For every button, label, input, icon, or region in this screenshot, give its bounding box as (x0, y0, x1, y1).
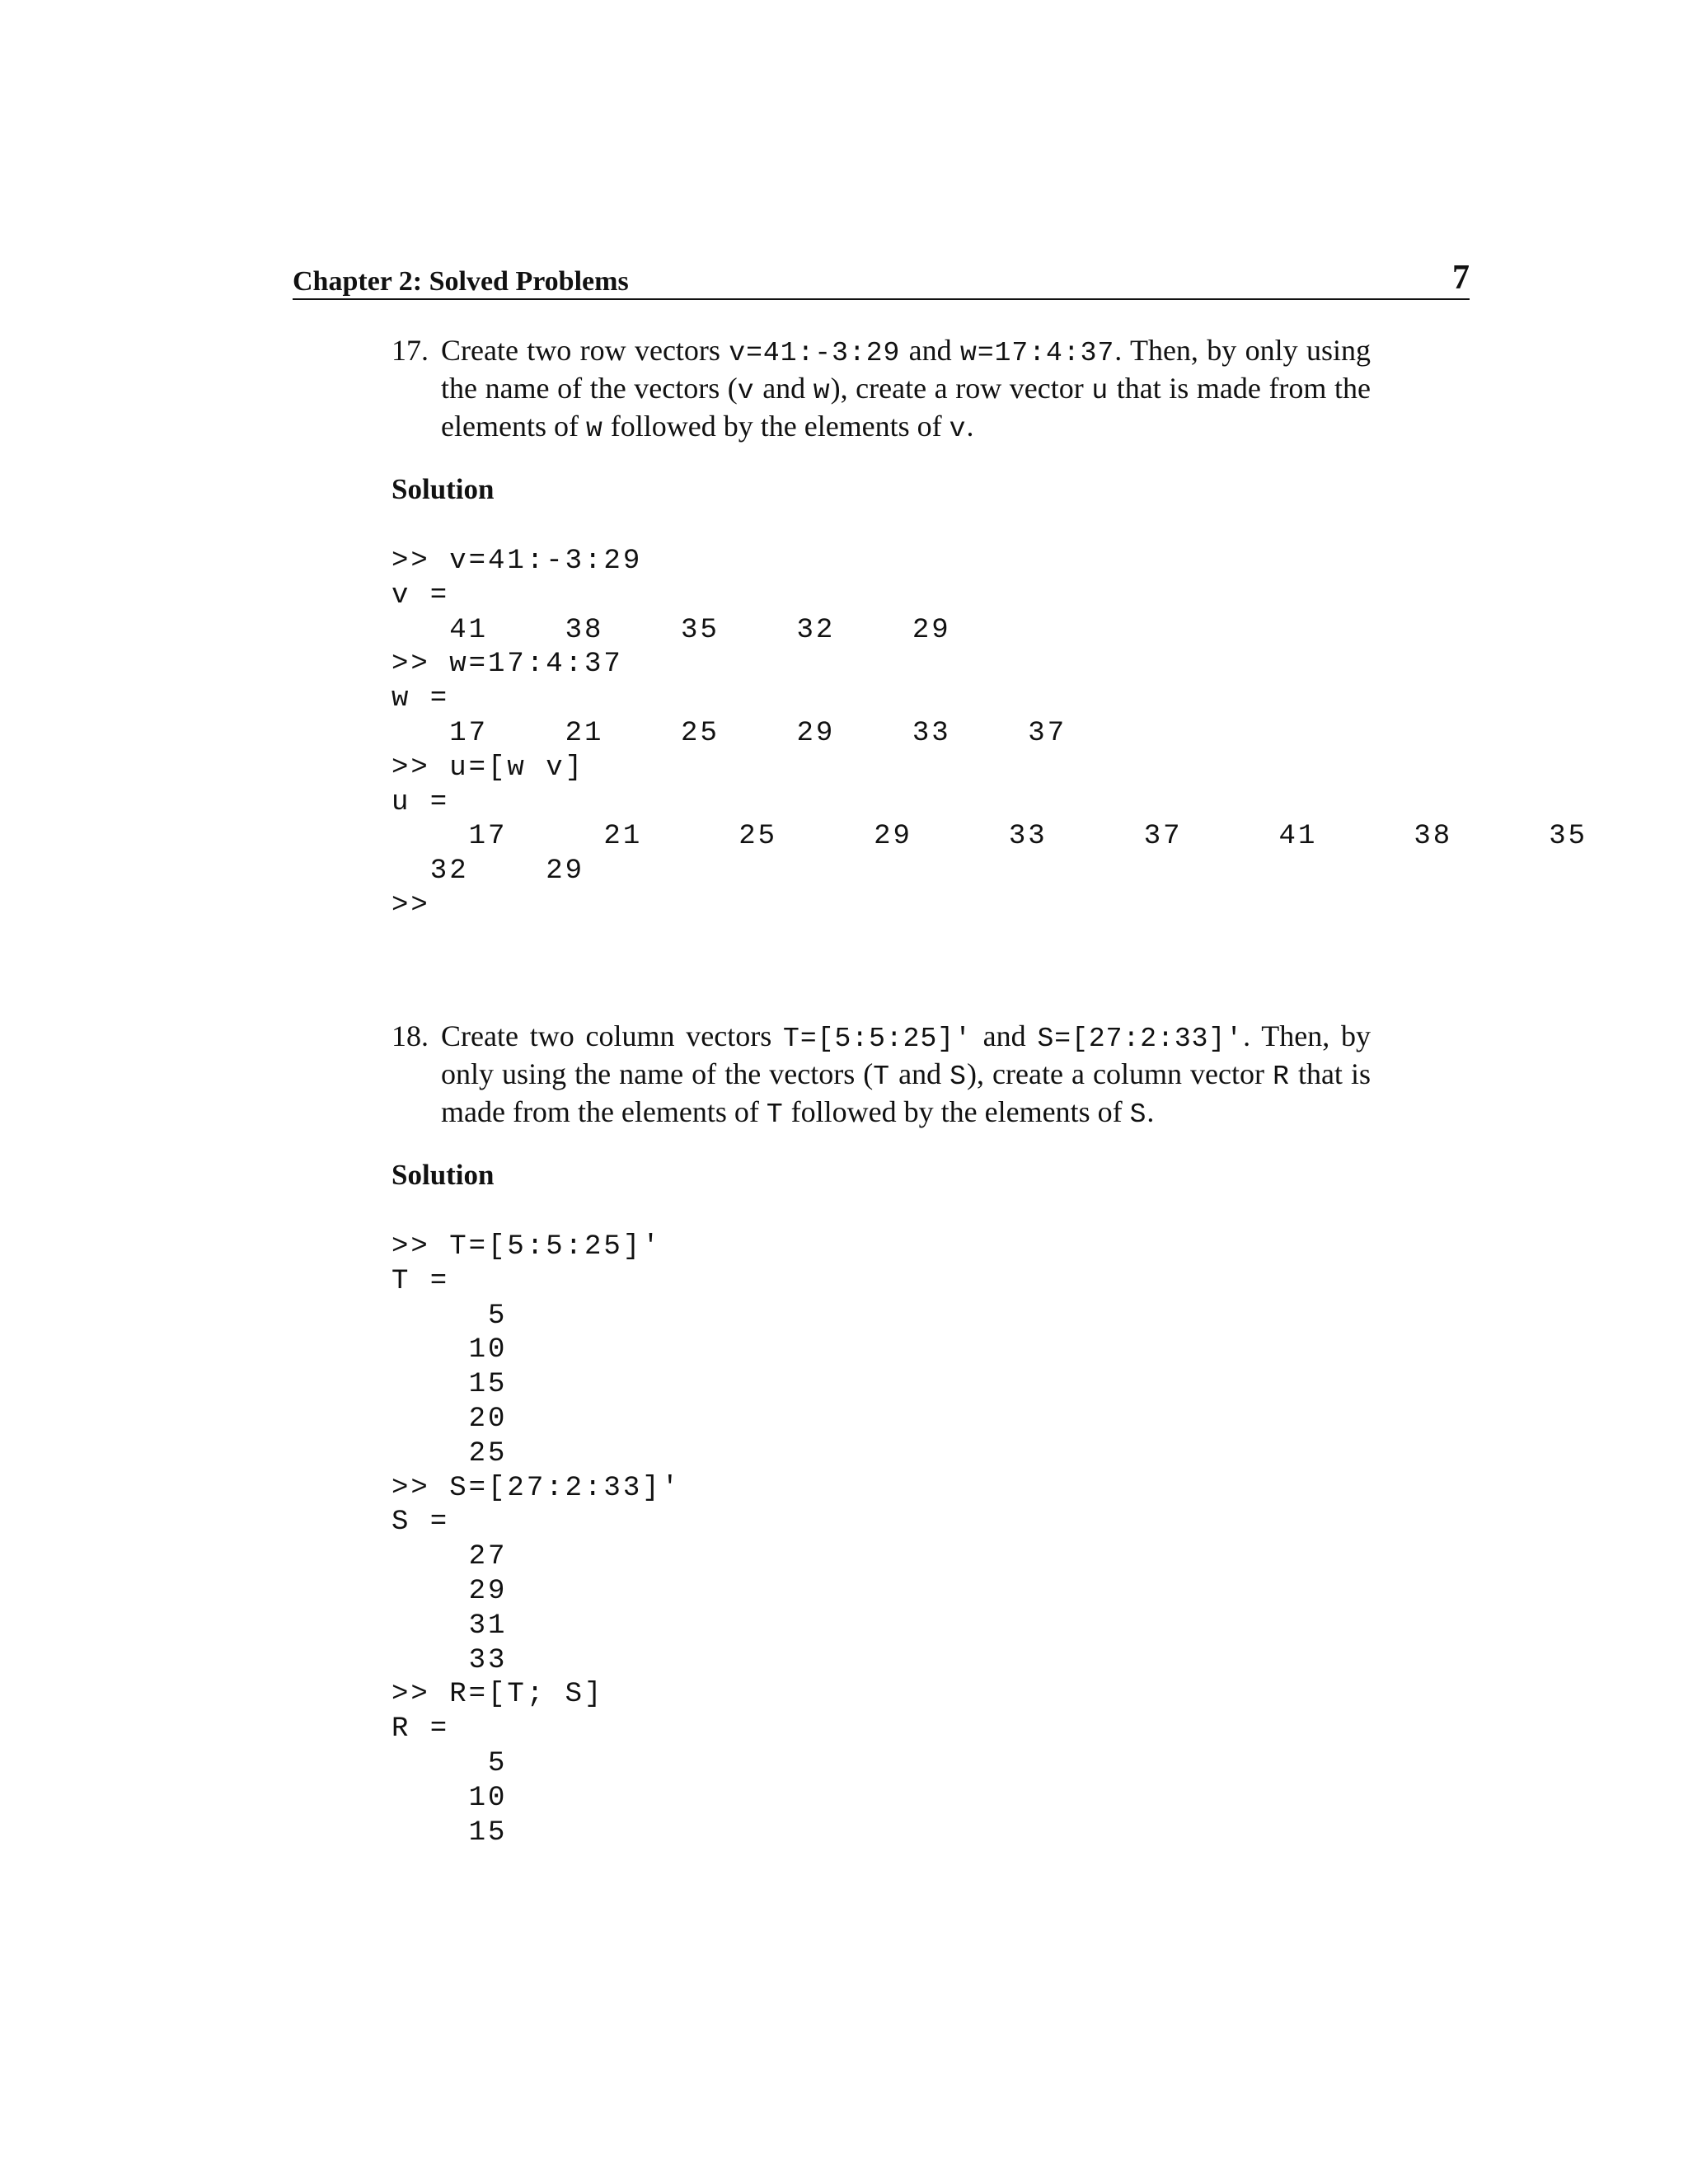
code-v-definition: v=41:-3:29 (729, 338, 901, 368)
text-segment: . (1146, 1095, 1155, 1128)
text-segment: that is made from the elements of (441, 1057, 1371, 1128)
console-line: 25 (392, 1437, 508, 1469)
code-s: S (950, 1062, 967, 1092)
console-line: >> R=[T; S] (392, 1679, 604, 1711)
console-line: >> w=17:4:37 (392, 649, 623, 681)
console-line: T = (392, 1265, 450, 1297)
code-w: w (813, 376, 831, 406)
console-line: >> v=41:-3:29 (392, 546, 643, 577)
console-line: 17 21 25 29 33 37 (392, 717, 1067, 749)
solution-label: Solution (392, 473, 495, 505)
text-segment: . (966, 410, 974, 443)
console-line: 27 (392, 1541, 508, 1573)
chapter-title: Chapter 2: Solved Problems (293, 266, 629, 297)
console-line: >> u=[w v] (392, 752, 585, 784)
code-s: S (1129, 1099, 1147, 1130)
console-line: 5 (392, 1747, 508, 1779)
text-segment: ), create a column vector (966, 1057, 1273, 1090)
text-segment: and (971, 1019, 1038, 1052)
console-line: u = (392, 786, 450, 818)
text-segment: Create two row vectors (441, 334, 729, 367)
code-w-definition: w=17:4:37 (960, 338, 1115, 368)
code-v: v (949, 414, 967, 444)
page-number: 7 (1452, 259, 1470, 297)
code-t: T (766, 1099, 784, 1130)
text-segment: and (900, 334, 961, 367)
solution-label: Solution (392, 1159, 495, 1191)
text-segment: . Then, by only using the name of the vectors ( (441, 334, 1371, 405)
console-line: 10 (392, 1334, 508, 1366)
code-t: T (873, 1062, 891, 1092)
text-segment: ), create a row vector (830, 372, 1092, 405)
console-line: w = (392, 683, 450, 715)
console-output (392, 545, 1587, 924)
console-line: 17 21 25 29 33 37 41 38 35 (392, 821, 1588, 853)
text-segment: followed by the elements of (603, 410, 950, 443)
problem-number: 17. (392, 334, 429, 367)
text-segment: that is made from the elements of (441, 372, 1371, 443)
code-v: v (737, 376, 755, 406)
text-segment: and (754, 372, 814, 405)
text-segment: followed by the elements of (783, 1095, 1130, 1128)
problem-18 (392, 1019, 1371, 1132)
console-line: v = (392, 579, 450, 612)
console-line: 15 (392, 1369, 508, 1401)
console-line: S = (392, 1507, 450, 1539)
console-line: 20 (392, 1403, 508, 1435)
console-line: 15 (392, 1816, 508, 1849)
console-line: 5 (392, 1300, 508, 1332)
code-s-definition: S=[27:2:33]' (1037, 1024, 1244, 1054)
text-segment: . Then, by only using the name of the vectors ( (441, 1019, 1371, 1090)
console-line: R = (392, 1713, 450, 1746)
code-u: u (1091, 376, 1109, 406)
console-line: 31 (392, 1610, 508, 1642)
code-w: w (585, 414, 603, 444)
console-line: >> (392, 889, 430, 921)
console-line: 32 29 (392, 855, 585, 888)
problem-statement (441, 1019, 1371, 1132)
console-line: >> S=[27:2:33]' (392, 1472, 682, 1504)
code-t-definition: T=[5:5:25]' (783, 1024, 972, 1054)
console-line: 41 38 35 32 29 (392, 614, 951, 646)
text-segment: Create two column vectors (441, 1019, 784, 1052)
problem-statement (441, 333, 1371, 447)
page-header (293, 259, 1470, 300)
problem-17 (392, 333, 1371, 447)
console-line: 29 (392, 1575, 508, 1607)
text-segment: and (890, 1057, 950, 1090)
code-r: R (1273, 1062, 1290, 1092)
console-line: 33 (392, 1644, 508, 1676)
console-line: >> T=[5:5:25]' (392, 1231, 662, 1263)
console-line: 10 (392, 1782, 508, 1814)
console-output (392, 1230, 681, 1850)
problem-number: 18. (392, 1019, 429, 1052)
